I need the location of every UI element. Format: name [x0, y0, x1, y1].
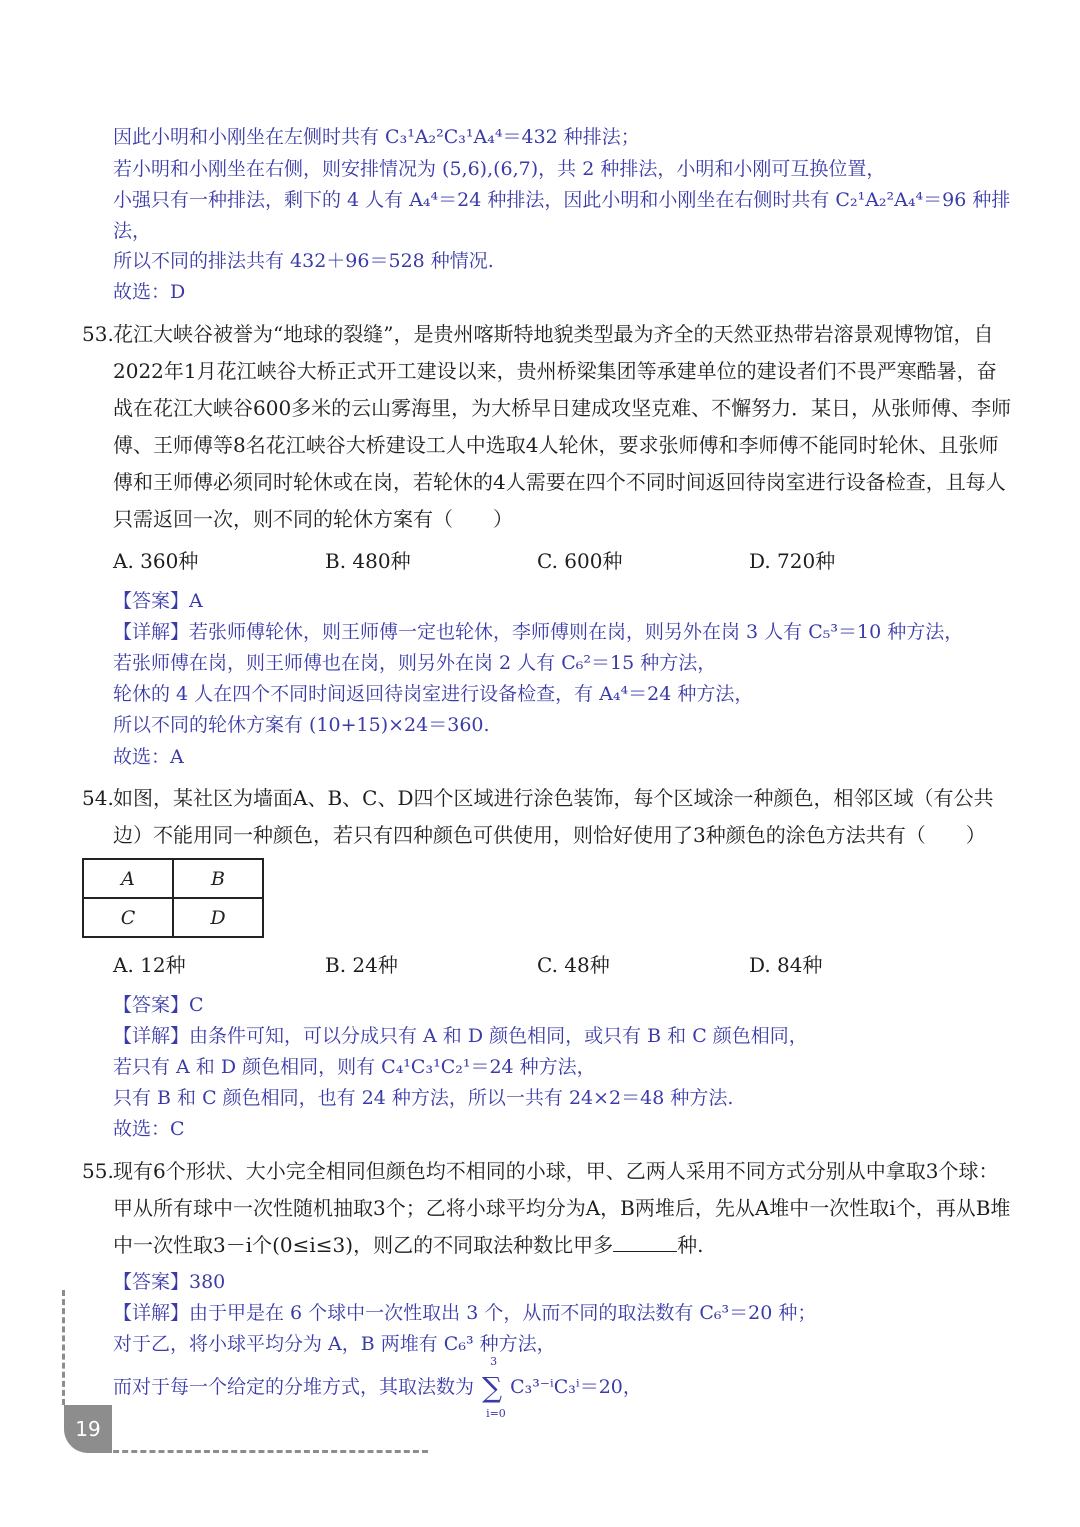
- question-53: [82, 316, 1012, 538]
- page-border-left: [62, 1290, 65, 1405]
- solution-line: 所以不同的排法共有 432＋96＝528 种情况.: [113, 250, 494, 272]
- option-d: D. 84种: [749, 953, 823, 977]
- option-a: A. 360种: [113, 549, 199, 573]
- question-text: 如图，某社区为墙面A、B、C、D四个区域进行涂色装饰，每个区域涂一种颜色，相邻区域（有公共边）不能用同一种颜色，若只有四种颜色可供使用，则恰好使用了3种颜色的涂色方法共有（ ）: [113, 786, 994, 847]
- solution-line: 若只有 A 和 D 颜色相同，则有 C₄¹C₃¹C₂¹＝24 种方法，: [113, 1056, 596, 1078]
- question-text: 花江大峡谷被誉为“地球的裂缝”，是贵州喀斯特地貌类型最为齐全的天然亚热带岩溶景观博物馆，自2022年1月花江峡谷大桥正式开工建设以来，贵州桥梁集团等承建单位的建设者们不畏严寒酷暑，奋战在花江大峡谷600多米的云山雾海里，为大桥早日建成攻坚克难、不懈努力．某日，从张师傅、李师傅、王师傅等8名花江峡谷大桥建设工人中选取4人轮休，要求张师傅和李师傅不能同时轮休、且张师傅和王师傅必须同时轮休或在岗，若轮休的4人需要在四个不同时间返回待岗室进行设备检查，且每人只需返回一次，则不同的轮休方案有（ ）: [113, 322, 1012, 531]
- solution-line: 小强只有一种排法，剩下的 4 人有 A₄⁴＝24 种排法，因此小明和小刚坐在右侧时共有 C₂¹A₂²A₄⁴＝96 种排: [113, 189, 1011, 211]
- question-number: 54.: [82, 786, 114, 810]
- solution-line: 若张师傅在岗，则王师傅也在岗，则另外在岗 2 人有 C₆²＝15 种方法，: [113, 652, 717, 674]
- solution-line: 对于乙，将小球平均分为 A，B 两堆有 C₆³ 种方法，: [113, 1333, 556, 1355]
- option-a: A. 12种: [113, 953, 186, 977]
- region-a: A: [83, 859, 173, 898]
- question-text: 现有6个形状、大小完全相同但颜色均不相同的小球，甲、乙两人采用不同方式分别从中拿取3个球：甲从所有球中一次性随机抽取3个；乙将小球平均分为A，B两堆后，先从A堆中一次性取i个，再从B堆中一次性取3－i个(0≤i≤3)，则乙的不同取法种数比甲多 种.: [113, 1159, 1011, 1257]
- region-d: D: [173, 898, 263, 937]
- answer: 【答案】380: [113, 1271, 226, 1293]
- option-b: B. 480种: [325, 549, 411, 573]
- solution-line: 而对于每一个给定的分堆方式，其取法数为 ∑ 3 i=0 C₃³⁻ⁱC₃ⁱ＝20，: [113, 1355, 642, 1420]
- solution-line: 若小明和小刚坐在右侧，则安排情况为 (5,6),(6,7)，共 2 种排法，小明和小刚可互换位置，: [113, 158, 886, 180]
- region-b: B: [173, 859, 263, 898]
- solution-line: 只有 B 和 C 颜色相同，也有 24 种方法，所以一共有 24×2＝48 种方法.: [113, 1087, 734, 1109]
- region-c: C: [83, 898, 173, 937]
- solution-line: 因此小明和小刚坐在左侧时共有 C₃¹A₂²C₃¹A₄⁴＝432 种排法；: [113, 126, 640, 148]
- solution-line: 轮休的 4 人在四个不同时间返回待岗室进行设备检查，有 A₄⁴＝24 种方法，: [113, 683, 754, 705]
- solution-line: 故选：D: [113, 281, 186, 303]
- option-c: C. 600种: [537, 549, 623, 573]
- solution-line: 所以不同的轮休方案有 (10+15)×24＝360.: [113, 714, 490, 736]
- question-number: 55.: [82, 1159, 114, 1183]
- sum-symbol: ∑ 3 i=0: [482, 1355, 506, 1420]
- question-55: [82, 1153, 1012, 1264]
- solution-line: 故选：C: [113, 1118, 185, 1140]
- answer: 【答案】C: [113, 994, 204, 1016]
- solution-line: 法，: [113, 220, 152, 242]
- answer: 【答案】A: [113, 590, 203, 612]
- page-number: 19: [64, 1405, 112, 1453]
- region-grid: [82, 858, 264, 938]
- answer-blank: [613, 1251, 677, 1252]
- solution-line: 【详解】由于甲是在 6 个球中一次性取出 3 个，从而不同的取法数有 C₆³＝20 种；: [113, 1302, 817, 1324]
- option-b: B. 24种: [325, 953, 398, 977]
- question-54: [82, 780, 1012, 854]
- solution-line: 【详解】若张师傅轮休，则王师傅一定也轮休，李师傅则在岗，则另外在岗 3 人有 C₅³＝10 种方法，: [113, 621, 964, 643]
- option-d: D. 720种: [749, 549, 836, 573]
- option-c: C. 48种: [537, 953, 610, 977]
- solution-line: 【详解】由条件可知，可以分成只有 A 和 D 颜色相同，或只有 B 和 C 颜色相同，: [113, 1025, 808, 1047]
- question-number: 53.: [82, 322, 114, 346]
- solution-line: 故选：A: [113, 746, 184, 768]
- page-border-bottom: [104, 1450, 428, 1453]
